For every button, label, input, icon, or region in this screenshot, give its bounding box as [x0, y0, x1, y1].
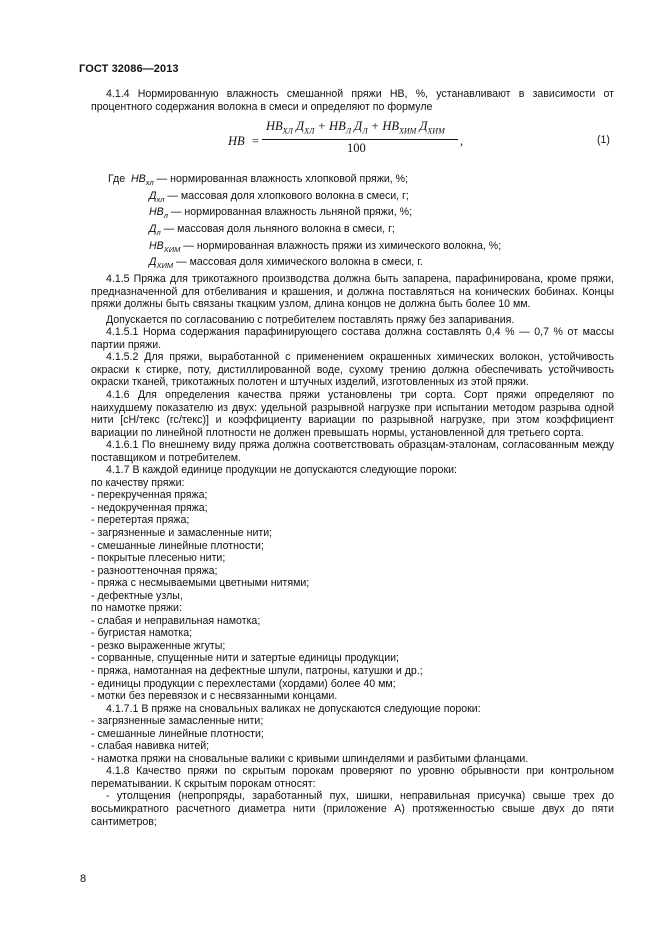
legend-item: Где $HB_{хл}$ — нормированная влажность хлопковой пряжи, %; [108, 173, 409, 188]
formula-equals: = [252, 134, 260, 149]
legend-item: $Д_л$ — массовая доля льняного волокна в смеси, г; [149, 223, 395, 238]
list-item: - сорванные, спущенные нити и затертые единицы продукции; [91, 652, 399, 665]
formula-number: (1) [597, 134, 610, 147]
legend-item: $HB_л$ — нормированная влажность льняной пряжи, %; [149, 206, 413, 221]
legend-item: $Д_{ХИМ}$ — массовая доля химического волокна в смеси, г. [149, 256, 423, 271]
list-item: - резко выраженные жгуты; [91, 639, 226, 652]
clause-4-1-4: 4.1.4 Нормированную влажность смешанной пряжи HB, %, устанавливают в зависимости от процентного содержания волокна в смеси и определяют по формуле [91, 88, 614, 113]
clause-4-1-6-1: 4.1.6.1 По внешнему виду пряжа должна соответствовать образцам-эталонам, согласованным между поставщиком и потребителем. [91, 439, 614, 464]
list-item: - дефектные узлы, [91, 589, 183, 602]
legend-item: $HB_{ХИМ}$ — нормированная влажность пряжи из химического волокна, %; [149, 239, 502, 254]
formula-legend [108, 173, 614, 273]
clause-4-1-5: 4.1.5 Пряжа для трикотажного производства должна быть запарена, парафинирована, кроме пряжи, предназначенной для отбеливания и крашения, и должна поставляться на конических бобинах. Концы пряжи должны быть связаны ткацким узлом, длина концов не должна быть более 10 мм. [91, 273, 614, 311]
fraction-bar [262, 139, 458, 140]
formula-lhs: HB [228, 134, 245, 149]
formula-1 [91, 118, 614, 169]
page-number: 8 [80, 873, 87, 885]
list-item: - смешанные линейные плотности; [91, 539, 264, 552]
list-item: - недокрученная пряжа; [91, 501, 208, 514]
winding-label: по намотке пряжи: [91, 602, 182, 615]
legend-item: $Д_{хл}$ — массовая доля хлопкового волокна в смеси, г; [149, 189, 409, 204]
clause-4-1-5-note: Допускается по согласованию с потребителем поставлять пряжу без запаривания. [106, 313, 515, 326]
standard-header: ГОСТ 32086—2013 [79, 63, 179, 75]
list-item: - покрытые плесенью нити; [91, 552, 226, 565]
list-item: - мотки без перевязок и с несвязанными концами. [91, 690, 338, 703]
list-item: - перекрученная пряжа; [91, 489, 208, 502]
quality-label: по качеству пряжи: [91, 476, 185, 489]
list-item: - разнооттеночная пряжа; [91, 564, 218, 577]
list-item: - единицы продукции с перехлестами (хордами) более 40 мм; [91, 677, 396, 690]
clause-4-1-5-1: 4.1.5.1 Норма содержания парафинирующего состава должна составлять 0,4 % — 0,7 % от массы партии пряжи. [91, 326, 614, 351]
list-item: - пряжа, намотанная на дефектные шпули, патроны, катушки и др.; [91, 664, 423, 677]
list-item: - намотка пряжи на сновальные валики с кривыми шпинделями и разбитыми фланцами. [91, 752, 529, 765]
list-item: - бугристая намотка; [91, 627, 193, 640]
list-item: - загрязненные замасленные нити; [91, 715, 264, 728]
document-body [91, 88, 614, 828]
list-item: - слабая и неправильная намотка; [91, 614, 261, 627]
clause-4-1-7-1: 4.1.7.1 В пряже на сновальных валиках не допускаются следующие пороки: [106, 702, 481, 715]
formula-numerator: $HB_{ХЛ}$ $Д_{ХЛ} + HB_Л$ $Д_Л + HB_{ХИМ}$ $Д_{ХИМ}$ [266, 119, 445, 136]
formula-denominator: 100 [347, 141, 366, 156]
list-item: - смешанные линейные плотности; [91, 727, 264, 740]
clause-4-1-5-2: 4.1.5.2 Для пряжи, выработанной с применением окрашенных химических волокон, устойчивость окраски к стирке, поту, дистиллированной воде, сухому трению должна обеспечивать устойчивость окраски тканей, трикотажных полотен и штучных изделий, изготовленных из этой пряжи. [91, 351, 614, 389]
clause-4-1-8-item: - утолщения (непропряды, заработанный пух, шишки, неправильная присучка) свыше трех до восьмикратного расчетного диаметра нити (приложение А) протяженностью свыше двух до пяти сантиметров; [91, 790, 614, 828]
list-item: - перетертая пряжа; [91, 514, 190, 527]
list-item: - пряжа с несмываемыми цветными нитями; [91, 577, 310, 590]
clause-4-1-6: 4.1.6 Для определения качества пряжи установлены три сорта. Сорт пряжи определяют по наихудшему показателю из двух: удельной разрывной нагрузке при испытании методом разрыва одной нити [сН/текс (гс/текс)] и коэффициенту вариации по разрывной нагрузке, при этом коэффициент вариации по линейной плотности не должен превышать нормы, установленной для третьего сорта. [91, 388, 614, 439]
formula-comma: , [460, 134, 464, 149]
clause-4-1-7: 4.1.7 В каждой единице продукции не допускаются следующие пороки: [106, 464, 457, 477]
list-item: - слабая навивка нитей; [91, 740, 210, 753]
clause-4-1-8: 4.1.8 Качество пряжи по скрытым порокам проверяют по уровню обрывности при контрольном перематывании. К скрытым порокам относят: [91, 765, 614, 790]
list-item: - загрязненные и замасленные нити; [91, 526, 273, 539]
